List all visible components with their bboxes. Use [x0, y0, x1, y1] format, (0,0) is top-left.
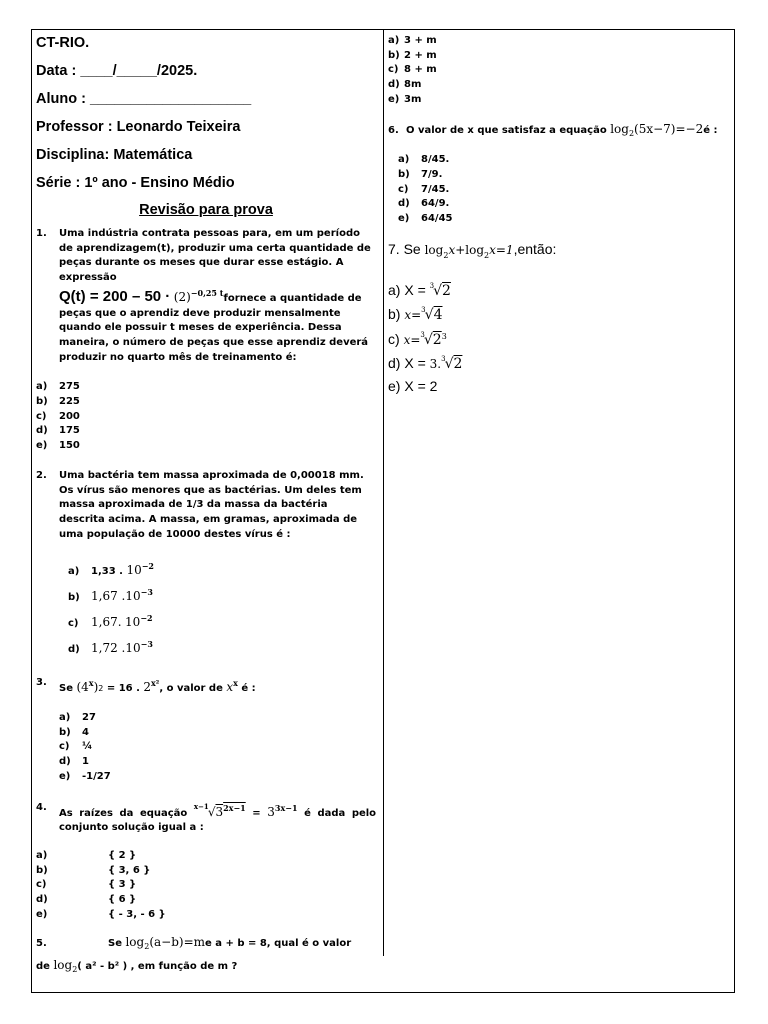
option-a[interactable]: a) 275 — [36, 381, 80, 393]
question-2-text: Uma bactéria tem massa aproximada de 0,00018 mm. Os vírus são menores que as bactérias. Um deles tem massa aproximada de 1/3 da massa da bactéria descrita acima. A massa, em gramas, aproximada de uma população de 10000 destes vírus é : — [59, 469, 364, 540]
option-b[interactable]: b) x=$^3$√4 — [388, 305, 443, 323]
page-title: Revisão para prova — [139, 202, 273, 218]
question-number: 6. — [388, 124, 399, 136]
option-c[interactable]: c) 8 + m — [388, 64, 437, 76]
question-2-options — [36, 556, 376, 660]
option-e[interactable]: e) X = 2 — [388, 378, 438, 395]
option-e[interactable]: e) 150 — [36, 440, 80, 452]
option-d[interactable]: d) 64/9. — [398, 198, 450, 210]
option-b[interactable]: b) 1,67 $.10^{-3}$ — [68, 587, 153, 604]
question-7-options — [388, 280, 728, 397]
question-6: 6. O valor de x que satisfaz a equação $\log_2(5x-7)=-2é$ : — [388, 121, 718, 138]
question-2 — [36, 469, 376, 543]
question-1-text-b: fornece a quantidade de peças que o aprendiz deve produzir mensalmente quando ele possuir t meses de experiência. Dessa maneira, o número de peças que esse aprendiz deverá produzir no quarto mês de treinamento é: — [59, 292, 369, 363]
option-d[interactable]: d) X = 3.$^3$√2 — [388, 354, 463, 372]
option-a[interactable]: a) 3 + m — [388, 35, 437, 46]
option-e[interactable]: e) -1/27 — [59, 770, 111, 782]
option-d[interactable]: d) 1 — [59, 756, 89, 768]
option-a[interactable]: a) 27 — [59, 712, 96, 724]
student-field: Aluno : ____________________ — [36, 91, 252, 107]
column-divider — [383, 30, 384, 956]
option-b[interactable]: b) 2 + m — [388, 49, 437, 61]
question-1-options — [36, 380, 376, 454]
question-4: 4. As raízes da equação $^{x-1}√3^{2x-1} = 3^{3x-1}$ é dada pelo conjunto solução igual a : — [36, 801, 377, 834]
question-5-options — [388, 34, 728, 108]
question-1-base: (2) — [173, 289, 191, 304]
question-6-options — [388, 153, 728, 227]
question-number: 1. — [36, 228, 47, 239]
option-c[interactable]: c) $x=^3√2^3$ — [388, 331, 447, 349]
right-column — [388, 34, 728, 397]
option-e[interactable]: e) { - 3, - 6 } — [36, 908, 166, 920]
option-a[interactable]: a) 1,33 . $10^{-2}$ — [68, 561, 154, 578]
question-1 — [36, 227, 376, 365]
question-1-text-a: Uma indústria contrata pessoas para, em um período de aprendizagem(t), produzir uma certa quantidade de peças durante os meses que durar esse estágio. A expressão — [59, 228, 371, 284]
question-4-root: $^{x-1}√3^{2x-1}$ — [193, 801, 246, 819]
teacher-field: Professor : Leonardo Teixeira — [36, 119, 241, 135]
question-number: 5. — [36, 937, 47, 949]
option-b[interactable]: b) 4 — [59, 726, 89, 738]
option-c[interactable]: c) 200 — [36, 410, 80, 422]
option-e[interactable]: e) 3m — [388, 93, 422, 105]
option-c[interactable]: c) ¼ — [59, 741, 93, 753]
option-a[interactable]: a) { 2 } — [36, 849, 137, 861]
option-d[interactable]: d) 8m — [388, 79, 422, 91]
question-7: 7. Se $\log_2x+\log_2x=1,então$: — [388, 240, 557, 260]
option-b[interactable]: b) 7/9. — [398, 168, 443, 180]
subject-field: Disciplina: Matemática — [36, 147, 193, 163]
option-c[interactable]: c) 7/45. — [398, 183, 450, 195]
option-d[interactable]: d) 1,72 $.10^{-3}$ — [68, 639, 153, 656]
option-b[interactable]: b) { 3, 6 } — [36, 864, 151, 876]
school-name: CT-RIO. — [36, 35, 90, 51]
option-b[interactable]: b) 225 — [36, 396, 80, 408]
option-d[interactable]: d) 175 — [36, 425, 80, 437]
question-5: 5. Se $\log_2(a-b)=me$ a + b = 8, qual é o valor de $\log_2$( a² - b² ) , em função de m ? — [36, 934, 352, 974]
question-number: 2. — [36, 469, 47, 481]
question-number: 3. — [36, 677, 47, 689]
question-4-options — [36, 849, 376, 923]
option-a[interactable]: a) 8/45. — [398, 154, 450, 166]
option-a[interactable]: a) X = $^3$√2 — [388, 282, 451, 300]
option-c[interactable]: c) { 3 } — [36, 879, 137, 891]
grade-field: Série : 1º ano - Ensino Médio — [36, 175, 235, 191]
option-d[interactable]: d) { 6 } — [36, 894, 137, 906]
left-column — [36, 33, 376, 979]
date-field: Data : ____/_____/2025. — [36, 63, 198, 79]
question-3-options — [36, 711, 376, 785]
question-1-formula: Q(t) = 200 – 50 · — [59, 287, 171, 305]
option-c[interactable]: c) 1,67. $10^{-2}$ — [68, 613, 153, 630]
question-1-exponent: −0,25 t — [190, 287, 224, 298]
question-number: 4. — [36, 801, 47, 813]
question-3: 3. Se (4$^x$)2 = 16 . $2^{x^2}$, o valor de $x^x$ é : — [36, 677, 256, 695]
option-e[interactable]: e) 64/45 — [398, 213, 453, 225]
